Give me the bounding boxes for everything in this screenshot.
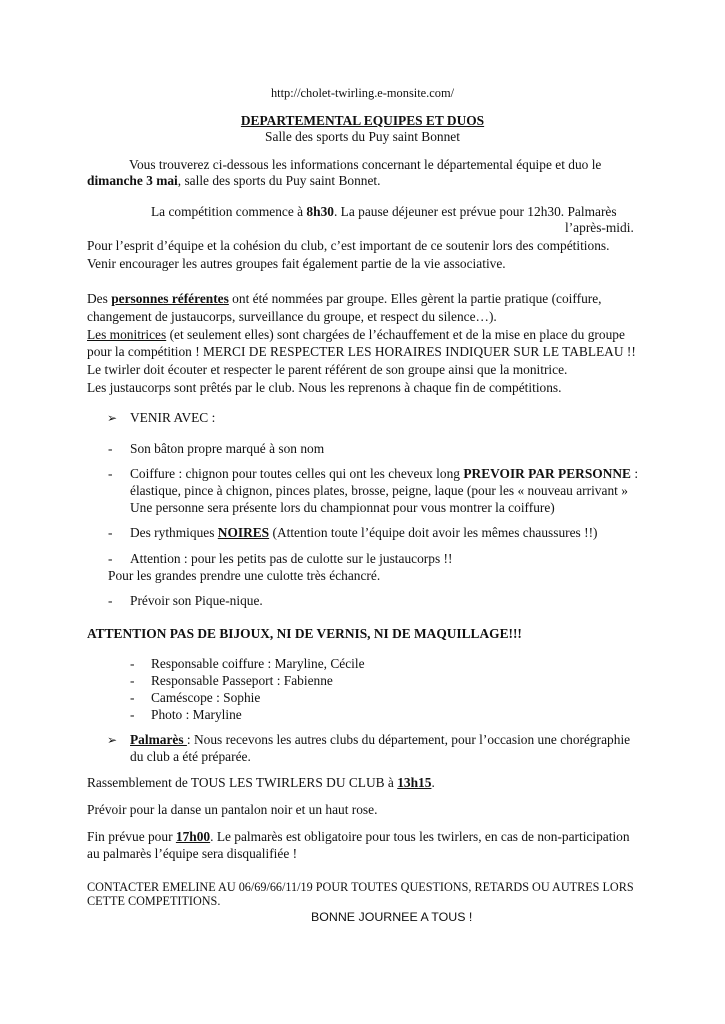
responsable-item: Caméscope : Sophie	[151, 690, 261, 705]
referents-line-2: changement de justaucorps, surveillance du groupe, et respect du silence…).	[87, 309, 497, 324]
competition-line-4: Venir encourager les autres groupes fait également partie de la vie associative.	[87, 256, 506, 271]
closing-line: BONNE JOURNEE A TOUS !	[311, 910, 473, 924]
dash-bullet-icon: -	[130, 707, 135, 722]
dash-bullet-icon: -	[108, 551, 113, 566]
fin-line-2: au palmarès l’équipe sera disqualifiée !	[87, 846, 298, 861]
fin-prefix: Fin prévue pour	[87, 829, 176, 844]
intro-line-2-rest: , salle des sports du Puy saint Bonnet.	[177, 173, 381, 188]
venir-title: VENIR AVEC :	[130, 410, 216, 425]
rassemblement-suffix: .	[431, 775, 435, 790]
arrow-bullet-icon: ➢	[107, 411, 118, 425]
start-suffix: . La pause déjeuner est prévue pour 12h30. Palmarès	[333, 204, 617, 219]
rassemblement-prefix: Rassemblement de TOUS LES TWIRLERS DU CLUB à	[87, 775, 398, 790]
referents-highlight: personnes référentes	[111, 291, 229, 306]
item-baton: Son bâton propre marqué à son nom	[130, 441, 325, 456]
start-time: 8h30	[306, 204, 334, 219]
coiffure-end: :	[630, 466, 639, 481]
fin-line-1	[87, 829, 630, 845]
arrow-bullet-icon: ➢	[107, 733, 118, 747]
referents-line-3	[87, 327, 625, 343]
dash-bullet-icon: -	[108, 466, 113, 481]
item-attention-line-2: Pour les grandes prendre une culotte très échancré.	[108, 568, 381, 583]
dash-bullet-icon: -	[108, 441, 113, 456]
dash-bullet-icon: -	[130, 690, 135, 705]
intro-line-1: Vous trouverez ci-dessous les informations concernant le départemental équipe et duo le	[129, 157, 602, 172]
start-prefix: La compétition commence à	[151, 204, 307, 219]
dash-bullet-icon: -	[130, 673, 135, 688]
dash-bullet-icon: -	[130, 656, 135, 671]
rassemblement-time: 13h15	[397, 775, 432, 790]
palmares-line-2: du club a été préparée.	[130, 749, 251, 764]
referents-line-4: pour la compétition ! MERCI DE RESPECTER LES HORAIRES INDIQUER SUR LE TABLEAU !!	[87, 344, 636, 359]
coiffure-text: Coiffure : chignon pour toutes celles qui ont les cheveux long	[130, 466, 464, 481]
fin-time: 17h00	[175, 829, 211, 844]
rythmiques-bold: NOIRES	[217, 525, 270, 540]
competition-line-2: l’après-midi.	[565, 220, 634, 235]
dash-bullet-icon: -	[108, 525, 113, 540]
palmares-line-1	[130, 732, 630, 748]
referents-prefix: Des	[87, 291, 112, 306]
danse-line: Prévoir pour la danse un pantalon noir et un haut rose.	[87, 802, 378, 817]
warning-heading: ATTENTION PAS DE BIJOUX, NI DE VERNIS, NI DE MAQUILLAGE!!!	[87, 626, 522, 641]
item-rythmiques	[130, 525, 598, 541]
item-piquenique: Prévoir son Pique-nique.	[130, 593, 263, 608]
item-coiffure-line-1	[130, 466, 638, 482]
competition-line-1	[151, 204, 617, 220]
coiffure-bold: PREVOIR PAR PERSONNE	[463, 466, 631, 481]
contact-line-2: CETTE COMPETITIONS.	[87, 894, 221, 908]
responsable-item: Responsable coiffure : Maryline, Cécile	[151, 656, 365, 671]
responsable-item: Responsable Passeport : Fabienne	[151, 673, 333, 688]
item-coiffure-line-3: Une personne sera présente lors du championnat pour vous montrer la coiffure)	[130, 500, 555, 515]
site-url: http://cholet-twirling.e-monsite.com/	[270, 86, 455, 100]
competition-line-3: Pour l’esprit d’équipe et la cohésion du club, c’est important de ce soutenir lors des compétitions.	[87, 238, 610, 253]
rassemblement-line	[87, 775, 435, 791]
event-date: dimanche 3 mai	[87, 173, 178, 188]
contact-line-1: CONTACTER EMELINE AU 06/69/66/11/19 POUR TOUTES QUESTIONS, RETARDS OU AUTRES LORS	[87, 880, 634, 894]
referents-line-5: Le twirler doit écouter et respecter le parent référent de son groupe ainsi que la monitrice.	[87, 362, 568, 377]
referents-rest: ont été nommées par groupe. Elles gèrent la partie pratique (coiffure,	[228, 291, 602, 306]
palmares-label: Palmarès	[130, 732, 187, 747]
item-attention-line-1: Attention : pour les petits pas de culotte sur le justaucorps !!	[130, 551, 453, 566]
responsable-item: Photo : Maryline	[151, 707, 242, 722]
monitrices-label: Les monitrices	[87, 327, 167, 342]
rythmiques-prefix: Des rythmiques	[130, 525, 218, 540]
document-title: DEPARTEMENTAL EQUIPES ET DUOS	[240, 113, 485, 128]
referents-line-1	[87, 291, 602, 307]
palmares-rest: : Nous recevons les autres clubs du département, pour l’occasion une chorégraphie	[186, 732, 631, 747]
fin-rest: . Le palmarès est obligatoire pour tous les twirlers, en cas de non-participation	[210, 829, 630, 844]
monitrices-rest: (et seulement elles) sont chargées de l’échauffement et de la mise en place du groupe	[166, 327, 625, 342]
item-coiffure-line-2: élastique, pince à chignon, pinces plates, brosse, peigne, laque (pour les « nouveau arrivant »	[130, 483, 628, 498]
document-subtitle: Salle des sports du Puy saint Bonnet	[265, 129, 460, 144]
dash-bullet-icon: -	[108, 593, 113, 608]
referents-line-6: Les justaucorps sont prêtés par le club. Nous les reprenons à chaque fin de compétitions.	[87, 380, 562, 395]
rythmiques-rest: (Attention toute l’équipe doit avoir les mêmes chaussures !!)	[269, 525, 598, 540]
intro-line-2	[87, 173, 380, 189]
